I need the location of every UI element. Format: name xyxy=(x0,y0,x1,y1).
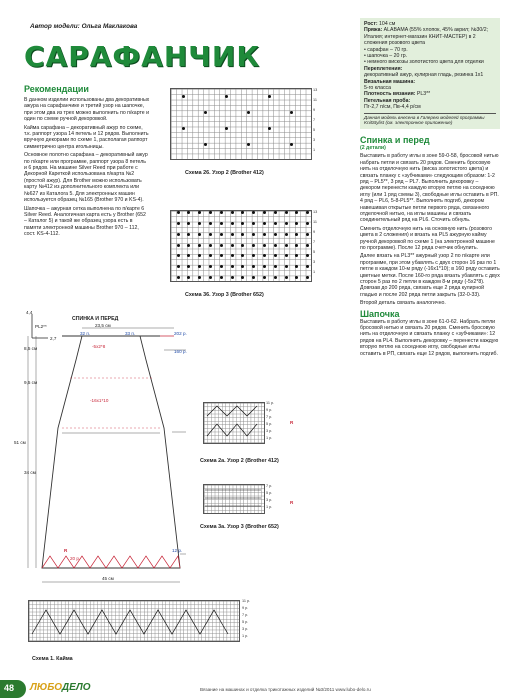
yarn-value: ALABAMA (55% хлопок, 45% акрил; №30/2; Италия; интернет-магазин КНИТ-МАСТЕР) в 2 сложения розового цвета xyxy=(364,27,489,47)
brand-logo: ЛЮБОДЕЛО xyxy=(30,682,91,693)
chart-36-row-labels: 13 11 9 7 5 3 1 xyxy=(313,210,318,274)
chart-2a-symbols xyxy=(203,402,263,442)
lace-dot xyxy=(177,211,180,214)
lace-dot xyxy=(274,233,277,236)
lace-dot xyxy=(231,233,234,236)
lace-dot xyxy=(274,265,277,268)
lace-dot xyxy=(285,244,288,247)
chart-26-grid xyxy=(170,88,312,160)
lace-dot xyxy=(220,244,223,247)
lace-dot xyxy=(198,244,201,247)
axis-x-label: 2,7 xyxy=(50,336,57,341)
h2-label: 9,5 см xyxy=(24,380,38,385)
axis-v-label: 4,4 xyxy=(26,310,33,315)
chart-1-caption: Схема 1. Кайма xyxy=(32,656,73,662)
lace-dot xyxy=(285,222,288,225)
h1-label: 8,5 см xyxy=(24,346,38,351)
lace-dot xyxy=(231,211,234,214)
sample-label: Петельная проба: xyxy=(364,97,411,104)
pattern-schematic xyxy=(22,310,198,600)
lace-dot xyxy=(198,233,201,236)
bottom-width-label: 45 см xyxy=(102,576,114,581)
density-value: PL3** xyxy=(416,91,431,98)
yarn-bullet-1: • сарафан – 70 гр. xyxy=(364,46,408,53)
back-front-sub: (2 детали) xyxy=(360,144,386,151)
info-box xyxy=(360,18,500,129)
back-front-p3: Далее вязать на PL3** ажурный узор 2 по п/карте или программе, при этом убавлять с двух сторон 16 раз по 1 петле в каждом 10-м ряду (-16х1*10); в 160 ряду оставить цветные метки. После 160-го ряда вязать убавлять с двух сторон 5 раз по 2 петли в каждом 8-м ряду (-5х2*8). Довязав до 200 ряда, связать еще 2 ряда кулирной гладью и после 202 ряда петли закрыть (32-0-33). xyxy=(360,253,500,298)
minus-mid-label: -16х1*10 xyxy=(90,398,109,403)
lace-dot xyxy=(274,211,277,214)
hat-heading: Шапочка xyxy=(360,308,400,319)
hem-paragraph: Кайма сарафана – декоративный ажур по схеме, т.к. раппорт узора 14 петель и 12 рядов. Выполнить вручную декорами по схеме 1, располагая раппорт симметрично центра иголыницы. xyxy=(24,124,149,150)
lace-dot xyxy=(285,276,288,279)
lace-dot xyxy=(182,95,185,98)
pattern-title: СПИНКА И ПЕРЕД xyxy=(72,316,119,322)
density-label: Плотность вязания: xyxy=(364,91,416,98)
lace-dot xyxy=(306,233,309,236)
size-value: 104 см xyxy=(379,21,396,27)
axis-y-label: PL2** xyxy=(35,324,47,329)
h4-label: 51 см xyxy=(14,440,26,445)
sample-value: Пг-2,7 п/см, Пв-4,4 р/см xyxy=(364,104,421,111)
lace-dot xyxy=(225,95,228,98)
chart-26-caption: Схема 26. Узор 2 (Brother 412) xyxy=(185,170,264,176)
lace-dot xyxy=(209,233,212,236)
chart-3a-row-labels: 7 р. 5 р. 3 р. 1 р. xyxy=(266,484,273,509)
lace-dot xyxy=(274,244,277,247)
lace-dot xyxy=(247,111,250,114)
lace-dot xyxy=(209,222,212,225)
machine-value: 5-го класса xyxy=(364,85,392,92)
size-label: Рост: xyxy=(364,21,378,27)
yarn-label: Пряжа: xyxy=(364,27,383,34)
lace-dot xyxy=(231,222,234,225)
lace-dot xyxy=(177,244,180,247)
chart-26-row-labels: 13 11 9 7 5 3 1 xyxy=(313,88,318,152)
lace-dot xyxy=(231,265,234,268)
lace-dot xyxy=(263,233,266,236)
back-front-heading: Спинка и перед xyxy=(360,134,430,145)
chart-1-row-labels: 11 р. 9 р. 7 р. 5 р. 3 р. 1 р. xyxy=(242,599,251,638)
footer xyxy=(0,678,508,700)
lace-dot xyxy=(274,222,277,225)
chart-2a-row-labels: 11 р. 9 р. 7 р. 5 р. 3 р. 1 р. xyxy=(266,401,275,440)
lace-dot xyxy=(247,143,250,146)
lace-dot xyxy=(220,233,223,236)
yarn-bullet-3: • немного вискозы золотистого цвета для отделки xyxy=(364,59,484,66)
lace-dot xyxy=(290,111,293,114)
back-front-p2: Сменить отделочную нить на основную нить (розового цвета в 2 сложения) и вязать на PL5 ажурную кайму ручной декоровкой по схеме 1 (на электронной машине по программе). После 12 ряда счетчик обнулить. xyxy=(360,225,495,251)
lace-dot xyxy=(177,265,180,268)
chart-3a-caption: Схема 3а. Узор 3 (Brother 652) xyxy=(200,524,279,530)
lace-dot xyxy=(177,276,180,279)
lace-dot xyxy=(177,233,180,236)
r20-label: 20 р. xyxy=(70,556,81,561)
chart-1-symbols xyxy=(28,600,238,640)
lace-dot xyxy=(209,244,212,247)
lace-dot xyxy=(182,127,185,130)
lace-dot xyxy=(220,276,223,279)
gallery-note: Данная модель внесена в Галерею моделей программы KnitStylist (см. электронное приложение) xyxy=(364,113,496,126)
lace-dot xyxy=(263,276,266,279)
lace-dot xyxy=(285,233,288,236)
intro-paragraph: В данном изделии использованы два декоративных ажура на сарафанчике и третий узор на шапочке, при этом два из трех можно выполнить по п/карте и один по схеме ручной декоровкой. xyxy=(24,97,150,123)
minus-top-label: -5х2*8 xyxy=(92,344,106,349)
rows-202-label: 202 р. xyxy=(174,331,187,336)
back-front-p4: Второй деталь связать аналогично. xyxy=(360,300,446,307)
chart-2a-r: R xyxy=(290,420,294,425)
weave-label: Переплетения: xyxy=(364,65,403,72)
h3-label: 34 см xyxy=(24,470,36,475)
main-paragraph: Основное полотно сарафана – декоративный ажур по п/карте или программе, раппорт узора 8 петель и 6 рядов. На машине Silver Reed при работе с Декорной Кареткой использована п/карта №2 (простой ажур). Для Brother можно использовать карту №412 из дополнительного комплекта или №627 из Каталога 5. Для электронных машин используется образец №165 (Brother 970 и KS-4). xyxy=(24,152,148,204)
left-column xyxy=(24,84,150,240)
machine-label: Вязальная машина: xyxy=(364,78,416,85)
lace-dot xyxy=(220,222,223,225)
lace-dot xyxy=(204,111,207,114)
lace-dot xyxy=(306,244,309,247)
lace-dot xyxy=(231,244,234,247)
lace-dot xyxy=(263,244,266,247)
right-column xyxy=(360,18,500,359)
hat-paragraph: Шапочка – ажурная сетка выполнена по п/карте 6 Silver Reed. Аналогичная карта есть у Brother (652 – Каталог 5) и такой же образец узора есть в памяти электронной машины Brother 970 – 112, сост. KS-4-112. xyxy=(24,205,146,238)
yarn-bullet-2: • шапочка – 20 гр. xyxy=(364,53,408,60)
rows-160-label: 160 р. xyxy=(174,349,187,354)
weave-value: декоративный ажур, кулирная гладь, резинка 1х1 xyxy=(364,72,484,79)
page-title: САРАФАНЧИК xyxy=(24,40,261,73)
lace-dot xyxy=(285,211,288,214)
chart-2a-caption: Схема 2а. Узор 2 (Brother 412) xyxy=(200,458,279,464)
lace-dot xyxy=(274,276,277,279)
side-12-label: 12 р. xyxy=(172,548,183,553)
footer-tagline: Вязание на машинах и отделка трикотажных изделий №3/2011 www.lubo-delo.ru xyxy=(200,687,371,692)
hat-p1: Выставить в работу иглы в зоне 61-0-62. Набрать петли бросовой нитью и связать 20 рядов. Сменить бросовую нить на отделочную и связать планку с «зубчиками»: 12 рядов на PL4. Выполнить декоровку – перенести каждую вторую петлю на соседнюю иглу, свободные иглы оставить в РП, связать еще 12 рядов, выполнить подгиб. xyxy=(360,318,499,357)
author-line: Автор модели: Ольга Маклакова xyxy=(30,23,138,30)
stitches-33-label: 33 п. xyxy=(125,331,136,336)
lace-dot xyxy=(220,265,223,268)
chart-36-caption: Схема 36. Узор 3 (Brother 652) xyxy=(185,292,264,298)
lace-dot xyxy=(252,233,255,236)
lace-dot xyxy=(231,276,234,279)
lace-dot xyxy=(252,244,255,247)
lace-dot xyxy=(209,276,212,279)
chart-3a-r: R xyxy=(290,500,294,505)
stitches-32-label: 32 п. xyxy=(80,331,91,336)
lace-dot xyxy=(285,265,288,268)
lace-dot xyxy=(263,222,266,225)
lace-dot xyxy=(220,211,223,214)
chart-3a-symbols xyxy=(203,484,263,512)
bottom-r-label: R xyxy=(64,548,68,553)
back-front-p1: Выставить в работу иглы в зоне 59-0-58, бросовой нитью набрать петли и связать 20 рядов. Сменить бросовую нить на отделочную нить (виска золотистого цвета) и связать планку с «зубчиками» следующим образом: 1-2 ряд – PL5**, 3 ряд – PL7. Выполнить декоровку – декором перенести каждую вторую петлю на соседнюю иглу (или 1 ряд схемы 3), свободные иглы оставить в РП. 4 ряд – PL6, 5-8-PL5**. Выполнить подгиб, декором навешивая открытые петли первого ряда, связанного отделочной нитью, на иглы машины и связать соединительный ряд на PL6. Сточить обнуль. xyxy=(360,153,499,224)
rec-heading: Рекомендации xyxy=(24,84,89,94)
lace-dot xyxy=(204,143,207,146)
lace-dot xyxy=(177,222,180,225)
page-number: 48 xyxy=(4,683,15,693)
top-width-label: 23,5 см xyxy=(95,323,111,328)
